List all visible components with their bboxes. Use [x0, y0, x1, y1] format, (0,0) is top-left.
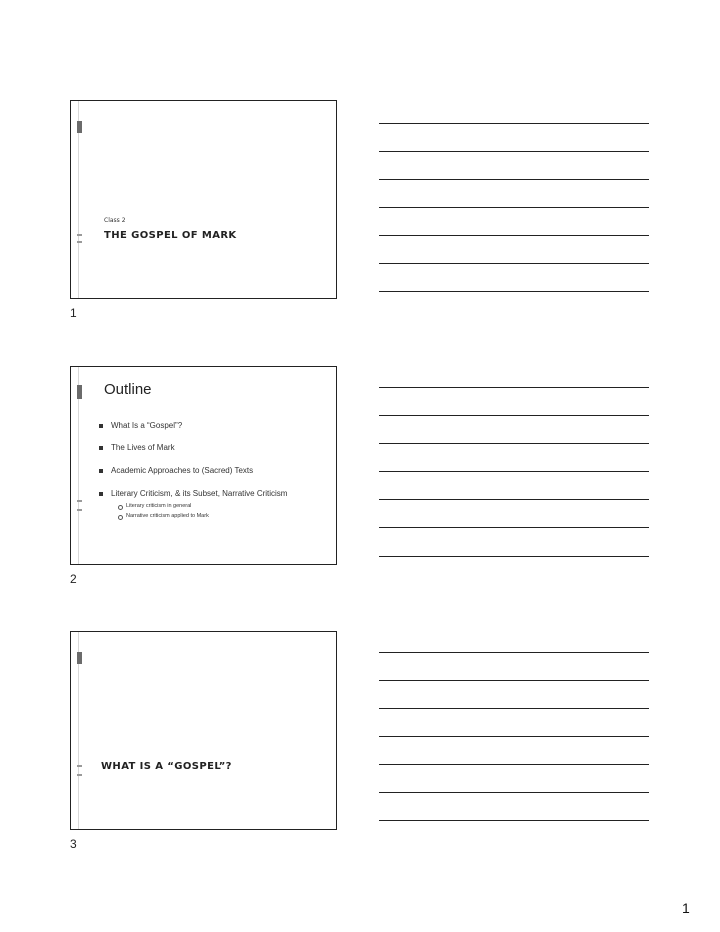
- note-line: [379, 415, 649, 416]
- note-line: [379, 764, 649, 765]
- note-line: [379, 207, 649, 208]
- note-line: [379, 527, 649, 528]
- note-line: [379, 443, 649, 444]
- sub-bullet-item: Literary criticism in general: [126, 503, 192, 509]
- slide-3: [70, 631, 337, 830]
- note-line: [379, 708, 649, 709]
- note-line: [379, 499, 649, 500]
- slide-sidebar-tick: [77, 241, 82, 243]
- slide-subtitle: Class 2: [104, 217, 126, 224]
- bullet-item: The Lives of Mark: [111, 443, 175, 452]
- note-line: [379, 151, 649, 152]
- slide-title: THE GOSPEL OF MARK: [104, 230, 237, 241]
- bullet-item: Academic Approaches to (Sacred) Texts: [111, 466, 254, 475]
- note-line: [379, 736, 649, 737]
- slide-title: WHAT IS A “GOSPEL”?: [101, 761, 232, 772]
- note-line: [379, 179, 649, 180]
- slide-sidebar-tick: [77, 234, 82, 236]
- note-line: [379, 291, 649, 292]
- slide-number: 1: [70, 306, 77, 320]
- note-line: [379, 471, 649, 472]
- slide-number: 2: [70, 572, 77, 586]
- slide-2: [70, 366, 337, 565]
- slide-title: Outline: [104, 381, 152, 398]
- slide-1: [70, 100, 337, 299]
- slide-sidebar-marker: [77, 385, 82, 399]
- note-line: [379, 235, 649, 236]
- slide-sidebar-tick: [77, 509, 82, 511]
- slide-sidebar-tick: [77, 765, 82, 767]
- note-line: [379, 387, 649, 388]
- note-line: [379, 820, 649, 821]
- slide-sidebar-tick: [77, 774, 82, 776]
- note-line: [379, 263, 649, 264]
- note-line: [379, 556, 649, 557]
- slide-sidebar-tick: [77, 500, 82, 502]
- bullet-item: What Is a “Gospel”?: [111, 421, 183, 430]
- slide-number: 3: [70, 837, 77, 851]
- sub-bullet-item: Narrative criticism applied to Mark: [126, 513, 209, 519]
- note-line: [379, 652, 649, 653]
- note-line: [379, 680, 649, 681]
- bullet-item: Literary Criticism, & its Subset, Narrative Criticism: [111, 489, 288, 498]
- note-line: [379, 123, 649, 124]
- slide-sidebar-marker: [77, 652, 82, 664]
- note-line: [379, 792, 649, 793]
- page-number: 1: [682, 900, 690, 916]
- slide-sidebar-marker: [77, 121, 82, 133]
